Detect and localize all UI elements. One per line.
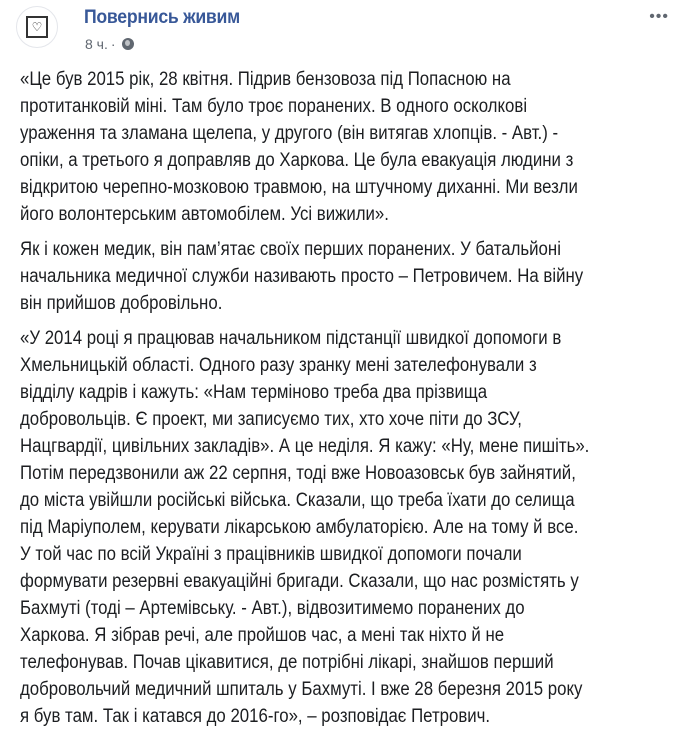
page-name-link[interactable]: Повернись живим: [84, 7, 240, 28]
text-line: добровольців. Є проект, ми записуємо тих, хто хоче піти до ЗСУ,: [20, 409, 522, 430]
text-line: формувати резервні евакуаційні бригади. Сказали, що нас розмістять у: [20, 571, 579, 592]
post-text: [20, 66, 663, 738]
post-timestamp[interactable]: 8 ч.: [85, 36, 108, 52]
text-line: «У 2014 році я працював начальником підстанції швидкої допомоги в: [20, 328, 562, 349]
text-line: Харкова. Я зібрав речі, але пройшов час, а мені так ніхто й не: [20, 625, 505, 646]
text-line: Бахмуті (тоді – Артемівську. - Авт.), відвозитимемо поранених до: [20, 598, 525, 619]
text-line: «Це був 2015 рік, 28 квітня. Підрив бензовоза під Попасною на: [20, 69, 511, 90]
text-line: Потім передзвонили аж 22 серпня, тоді вже Новоазовськ був зайнятий,: [20, 463, 576, 484]
post-paragraph: [20, 66, 663, 228]
text-line: відділу кадрів і кажуть: «Нам терміново треба два прізвища: [20, 382, 488, 403]
post-paragraph: [20, 236, 663, 317]
text-line: телефонував. Почав цікавитися, де потрібні лікарі, знайшов перший: [20, 652, 554, 673]
post-paragraph: [20, 325, 663, 730]
text-line: опіки, а третього я доправляв до Харкова. Це була евакуація людини з: [20, 150, 574, 171]
text-line: Як і кожен медик, він пам’ятає своїх перших поранених. У батальйоні: [20, 239, 561, 260]
text-line: Нацгвардії, цивільних закладів». А це неділя. Я кажу: «Ну, мене пишіть».: [20, 436, 590, 457]
meta-separator: ·: [110, 36, 116, 52]
text-line: добровольчий медичний шпиталь у Бахмуті. І вже 28 березня 2015 року: [20, 679, 583, 700]
text-line: Хмельницькій області. Одного разу зранку мені зателефонували з: [20, 355, 537, 376]
text-line: я був там. Так і катався до 2016-го», – розповідає Петрович.: [20, 706, 491, 727]
more-options-button[interactable]: •••: [649, 8, 669, 25]
heart-logo-icon: ♡: [26, 16, 48, 38]
text-line: його волонтерським автомобілем. Усі вижили».: [20, 204, 389, 225]
text-line: начальника медичної служби називають просто – Петровичем. На війну: [20, 266, 584, 287]
globe-icon[interactable]: [122, 38, 134, 50]
text-line: під Маріуполем, керувати лікарською амбулаторією. Але на тому й все.: [20, 517, 579, 538]
text-line: він прийшов добровільно.: [20, 293, 223, 314]
text-line: до міста увійшли російські війська. Сказали, що треба їхати до селища: [20, 490, 575, 511]
text-line: У той час по всій Україні з працівників швидкої допомоги почали: [20, 544, 522, 565]
text-line: відкритою черепно-мозковою травмою, на штучному диханні. Ми везли: [20, 177, 578, 198]
post-meta: [85, 36, 134, 52]
text-line: протитанковій міні. Там було троє поранених. В одного осколкові: [20, 96, 528, 117]
text-line: ураження та зламана щелепа, у другого (він витягав хлопців. - Авт.) -: [20, 123, 559, 144]
page-avatar[interactable]: [16, 6, 58, 48]
